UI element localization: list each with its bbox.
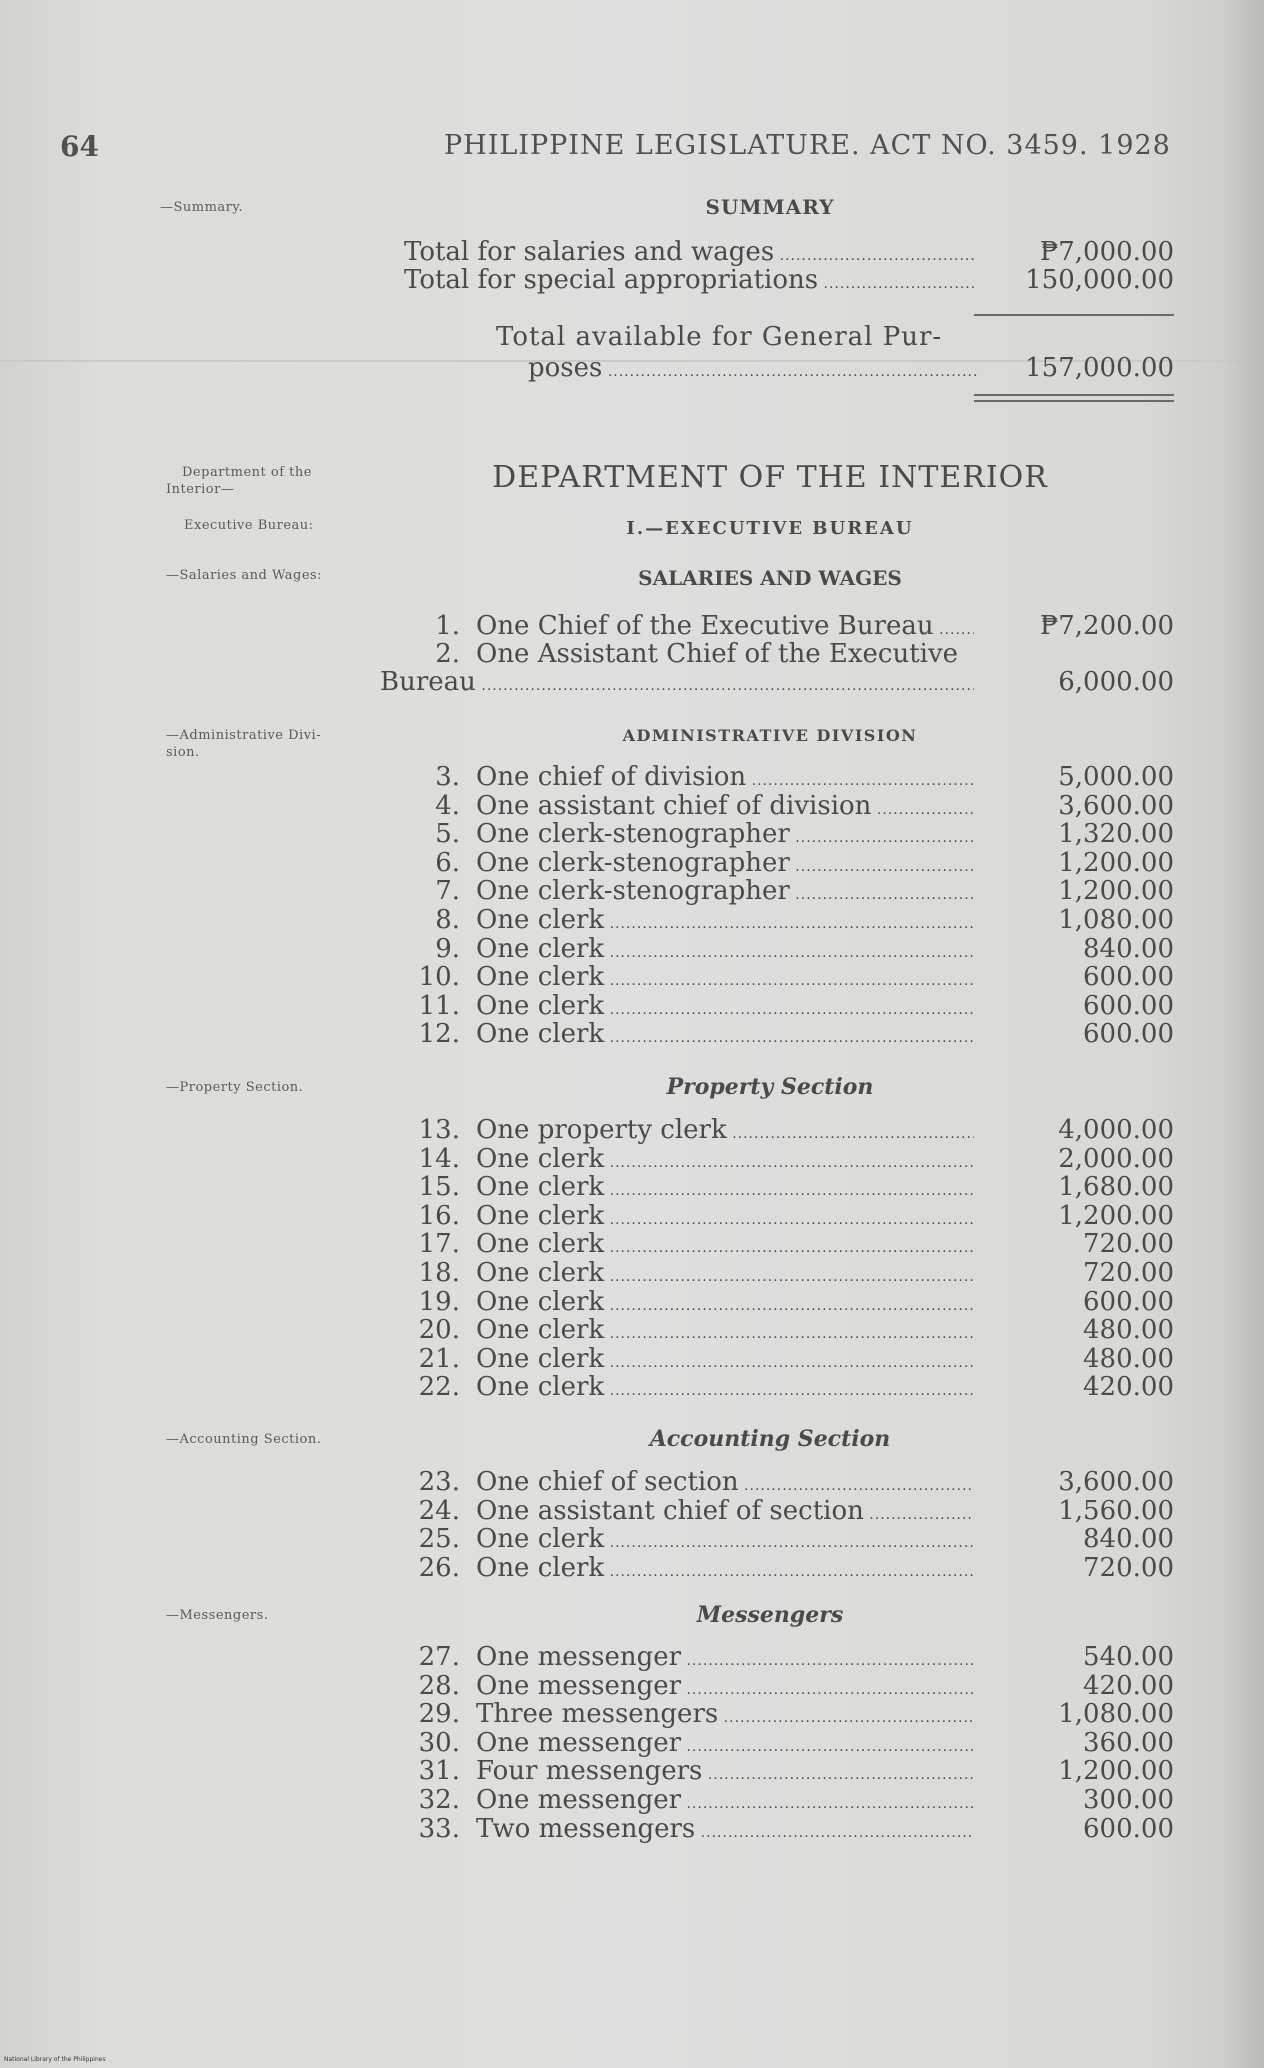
- salaries-heading: SALARIES AND WAGES: [638, 566, 902, 590]
- item-desc: One property clerk .....: [476, 1116, 974, 1148]
- item-number: 4.: [435, 790, 460, 821]
- appropriation-row: [0, 763, 1264, 791]
- item-amount: 1,080.00: [1058, 905, 1174, 935]
- item-number: 14.: [418, 1143, 460, 1174]
- total-label-line1: Total available for General Pur-: [496, 322, 943, 352]
- item-amount: 1,200.00: [1058, 1200, 1174, 1231]
- item-desc: One chief of section .....: [476, 1468, 974, 1500]
- appropriation-row: [0, 1468, 1264, 1496]
- item-number: 24.: [418, 1495, 460, 1526]
- item-number: 13.: [418, 1115, 460, 1145]
- department-heading: DEPARTMENT OF THE INTERIOR: [492, 460, 1048, 495]
- item-number: 3.: [435, 762, 460, 792]
- item-desc: One assistant chief of section .....: [476, 1497, 974, 1529]
- total-amount: 157,000.00: [1025, 353, 1174, 383]
- appropriation-row: [0, 612, 1264, 640]
- item-number: 6.: [435, 847, 460, 878]
- item-amount: 1,080.00: [1058, 1699, 1174, 1730]
- item-amount: 720.00: [1083, 1258, 1174, 1288]
- item-desc: Bureau .....: [380, 668, 974, 700]
- item-number: 31.: [418, 1756, 460, 1787]
- appropriation-row: [0, 1700, 1264, 1728]
- appropriation-row: [0, 1145, 1264, 1173]
- item-desc: One chief of division .....: [476, 763, 974, 795]
- item-number: 30.: [418, 1727, 460, 1758]
- appropriation-row: [0, 1497, 1264, 1525]
- item-desc: One clerk .....: [476, 1020, 974, 1052]
- item-desc: One clerk .....: [476, 935, 974, 967]
- item-number: 33.: [418, 1813, 460, 1844]
- item-desc: One clerk .....: [476, 1525, 974, 1557]
- summary-side-note: —Summary.: [160, 200, 244, 215]
- item-number: 1.: [435, 611, 460, 641]
- appropriation-row: [0, 1525, 1264, 1553]
- appropriation-row: [0, 640, 1264, 668]
- footer-credit: National Library of the Philippines: [4, 2056, 106, 2063]
- appropriation-row: [0, 1729, 1264, 1757]
- summary-row-desc: Total for special appropriations .....: [404, 266, 974, 298]
- item-amount: 600.00: [1083, 1813, 1174, 1844]
- summary-row: [404, 266, 1174, 294]
- department-side-note-line2: Interior—: [166, 482, 235, 497]
- item-amount: 840.00: [1083, 1524, 1174, 1555]
- item-desc: One Chief of the Executive Bureau .....: [476, 612, 974, 644]
- appropriation-row: [0, 1786, 1264, 1814]
- item-desc: One clerk .....: [476, 1288, 974, 1320]
- item-number: 29.: [418, 1699, 460, 1730]
- item-desc: One Assistant Chief of the Executive: [476, 639, 959, 669]
- item-amount: 540.00: [1083, 1642, 1174, 1672]
- total-double-rule-top: [974, 394, 1174, 396]
- appropriation-row: [0, 1373, 1264, 1401]
- item-amount: 300.00: [1083, 1785, 1174, 1815]
- item-desc: One messenger .....: [476, 1729, 974, 1761]
- item-desc: Three messengers .....: [476, 1700, 974, 1732]
- item-desc: One clerk-stenographer .....: [476, 877, 974, 909]
- item-desc: One clerk .....: [476, 1259, 974, 1291]
- item-desc: One clerk .....: [476, 1373, 974, 1405]
- item-amount: 1,200.00: [1058, 876, 1174, 907]
- appropriation-row: [0, 992, 1264, 1020]
- total-row: [404, 354, 1174, 382]
- item-desc: One clerk .....: [476, 1202, 974, 1234]
- item-number: 12.: [418, 1019, 460, 1050]
- item-number: 2.: [435, 639, 460, 669]
- item-desc: Two messengers .....: [476, 1815, 974, 1847]
- summary-heading: SUMMARY: [705, 195, 835, 219]
- item-number: 10.: [418, 962, 460, 993]
- item-amount: 6,000.00: [1058, 667, 1174, 697]
- summary-row: [404, 238, 1174, 266]
- item-amount: 5,000.00: [1058, 762, 1174, 792]
- appropriation-row: [0, 1643, 1264, 1671]
- item-desc: One clerk .....: [476, 963, 974, 995]
- item-amount: 1,560.00: [1058, 1495, 1174, 1526]
- appropriation-row: [0, 1554, 1264, 1582]
- appropriation-row: [0, 1173, 1264, 1201]
- item-number: 27.: [418, 1642, 460, 1672]
- item-number: 22.: [418, 1372, 460, 1403]
- item-desc: One messenger .....: [476, 1672, 974, 1704]
- item-desc: One assistant chief of division .....: [476, 792, 974, 824]
- item-number: 19.: [418, 1286, 460, 1317]
- item-number: 25.: [418, 1524, 460, 1555]
- item-number: 17.: [418, 1229, 460, 1260]
- item-amount: 4,000.00: [1058, 1115, 1174, 1145]
- item-number: 15.: [418, 1172, 460, 1203]
- item-amount: 3,600.00: [1058, 1467, 1174, 1497]
- item-amount: 600.00: [1083, 962, 1174, 993]
- exec-bureau-heading: I.—EXECUTIVE BUREAU: [626, 518, 914, 539]
- appropriation-row-continuation: [0, 668, 1264, 696]
- item-amount: 600.00: [1083, 1286, 1174, 1317]
- appropriation-row: [0, 1288, 1264, 1316]
- item-desc: One clerk .....: [476, 1554, 974, 1586]
- item-number: 8.: [435, 905, 460, 935]
- item-amount: ₱7,200.00: [1039, 611, 1174, 641]
- item-amount: 840.00: [1083, 933, 1174, 964]
- item-number: 9.: [435, 933, 460, 964]
- property-heading: Property Section: [666, 1074, 874, 1100]
- appropriation-row: [0, 1345, 1264, 1373]
- item-desc: One clerk .....: [476, 1173, 974, 1205]
- item-desc: One clerk-stenographer .....: [476, 820, 974, 852]
- salaries-side-note: —Salaries and Wages:: [166, 568, 323, 583]
- item-desc: One clerk .....: [476, 992, 974, 1024]
- appropriation-row: [0, 820, 1264, 848]
- item-number: 20.: [418, 1315, 460, 1346]
- appropriation-row: [0, 1757, 1264, 1785]
- property-side-note: —Property Section.: [166, 1080, 304, 1095]
- accounting-side-note: —Accounting Section.: [166, 1432, 322, 1447]
- appropriation-row: [0, 1259, 1264, 1287]
- appropriation-row: [0, 1815, 1264, 1843]
- item-amount: 1,200.00: [1058, 847, 1174, 878]
- item-amount: 1,680.00: [1058, 1172, 1174, 1203]
- item-number: 11.: [418, 990, 460, 1021]
- appropriation-row: [0, 849, 1264, 877]
- messengers-side-note: —Messengers.: [166, 1608, 269, 1623]
- item-amount: 720.00: [1083, 1229, 1174, 1260]
- item-number: 21.: [418, 1343, 460, 1374]
- summary-row-amount: 150,000.00: [1025, 265, 1174, 295]
- item-number: 18.: [418, 1258, 460, 1288]
- item-number: 32.: [418, 1785, 460, 1815]
- appropriation-row: [0, 1316, 1264, 1344]
- item-desc: One clerk .....: [476, 1230, 974, 1262]
- item-amount: 480.00: [1083, 1343, 1174, 1374]
- admin-side-note-line1: —Administrative Divi-: [166, 728, 322, 743]
- item-number: 16.: [418, 1200, 460, 1231]
- page-number: 64: [60, 130, 99, 163]
- item-desc: One clerk .....: [476, 1345, 974, 1377]
- appropriation-row: [0, 877, 1264, 905]
- item-amount: 1,200.00: [1058, 1756, 1174, 1787]
- appropriation-row: [0, 1230, 1264, 1258]
- item-number: 23.: [418, 1467, 460, 1497]
- item-amount: 420.00: [1083, 1372, 1174, 1403]
- running-head: PHILIPPINE LEGISLATURE. ACT NO. 3459. 1928: [444, 130, 1171, 161]
- subtotal-rule: [974, 314, 1174, 316]
- appropriation-row: [0, 906, 1264, 934]
- appropriation-row: [0, 1020, 1264, 1048]
- admin-heading: ADMINISTRATIVE DIVISION: [622, 726, 918, 745]
- item-desc: Four messengers .....: [476, 1757, 974, 1789]
- item-number: 26.: [418, 1552, 460, 1583]
- item-desc: One clerk .....: [476, 1145, 974, 1177]
- item-number: 28.: [418, 1670, 460, 1701]
- item-amount: 1,320.00: [1058, 819, 1174, 850]
- item-desc: One clerk .....: [476, 1316, 974, 1348]
- item-amount: 3,600.00: [1058, 790, 1174, 821]
- summary-row-amount: ₱7,000.00: [1039, 237, 1174, 267]
- appropriation-row: [0, 1202, 1264, 1230]
- total-double-rule-bottom: [974, 400, 1174, 402]
- item-desc: One messenger .....: [476, 1643, 974, 1675]
- item-amount: 360.00: [1083, 1727, 1174, 1758]
- item-desc: One clerk .....: [476, 906, 974, 938]
- item-desc: One messenger .....: [476, 1786, 974, 1818]
- item-amount: 600.00: [1083, 990, 1174, 1021]
- item-amount: 720.00: [1083, 1552, 1174, 1583]
- item-amount: 2,000.00: [1058, 1143, 1174, 1174]
- item-amount: 420.00: [1083, 1670, 1174, 1701]
- item-number: 7.: [435, 876, 460, 907]
- messengers-heading: Messengers: [696, 1602, 844, 1628]
- total-label-line2: poses .....: [528, 354, 978, 386]
- appropriation-row: [0, 935, 1264, 963]
- appropriation-row: [0, 1116, 1264, 1144]
- item-amount: 480.00: [1083, 1315, 1174, 1346]
- exec-bureau-side-note: Executive Bureau:: [184, 518, 314, 533]
- accounting-heading: Accounting Section: [649, 1426, 891, 1452]
- appropriation-row: [0, 963, 1264, 991]
- admin-side-note-line2: sion.: [166, 745, 200, 760]
- appropriation-row: [0, 1672, 1264, 1700]
- department-side-note-line1: Department of the: [182, 465, 312, 480]
- appropriation-row: [0, 792, 1264, 820]
- summary-row-desc: Total for salaries and wages .....: [404, 238, 974, 270]
- item-number: 5.: [435, 819, 460, 850]
- item-desc: One clerk-stenographer .....: [476, 849, 974, 881]
- item-amount: 600.00: [1083, 1019, 1174, 1050]
